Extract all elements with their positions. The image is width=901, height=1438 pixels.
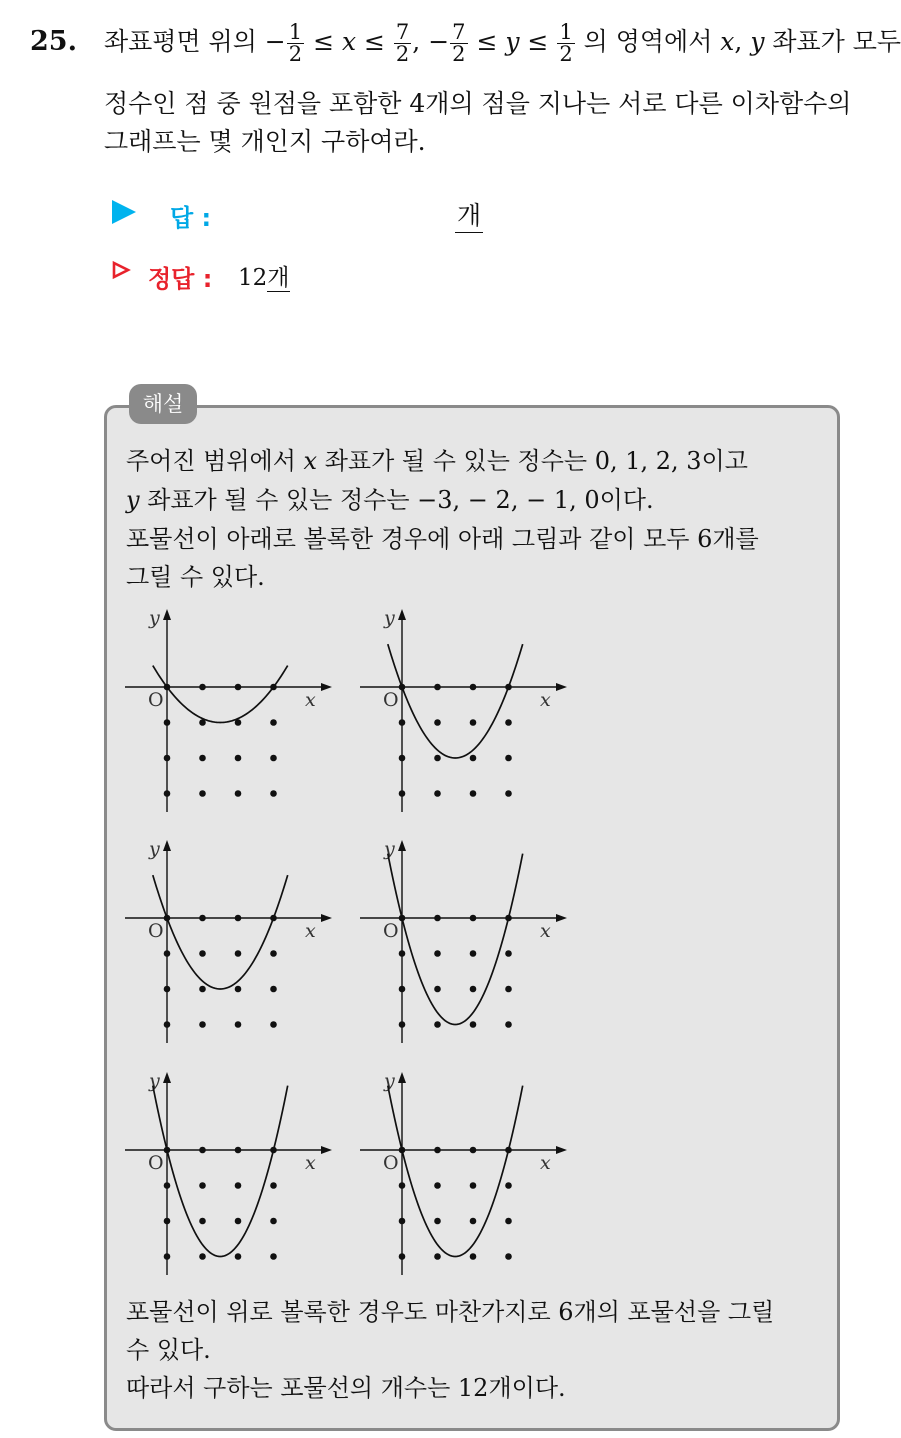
lattice-point [235,684,242,691]
lattice-point [199,755,206,762]
lattice-point [470,1021,477,1028]
lattice-point [470,684,477,691]
lattice-point [235,915,242,922]
origin-label: O [148,1152,164,1174]
lattice-point [199,1253,206,1260]
lattice-point [434,950,441,957]
lattice-point [235,1182,242,1189]
parabola-curve [153,1086,288,1257]
lattice-point [199,915,206,922]
origin-label: O [383,920,399,942]
lattice-point [399,1021,406,1028]
question-line-1: 좌표평면 위의 − $\frac{1}{2}$ ≤ x ≤ $\frac{7}{2}$ , − $\frac{7}{2}$ ≤ y ≤ $\frac{1}{2}$ 의 영역에서 x, y 좌표가 모두 [104,20,901,66]
lattice-point [505,1253,512,1260]
lattice-point [434,684,441,691]
solution-line-6: 수 있다. [126,1336,211,1364]
play-triangle-icon [112,200,136,224]
x-axis-arrow-icon [321,1146,332,1154]
parabola-graph-5 [122,1065,362,1285]
lattice-point [434,1218,441,1225]
lattice-point [270,755,277,762]
lattice-point [470,1147,477,1154]
lattice-point [235,1253,242,1260]
solution-line-3: 포물선이 아래로 볼록한 경우에 아래 그림과 같이 모두 6개를 [126,525,759,553]
lattice-point [434,986,441,993]
lattice-point [270,1253,277,1260]
lattice-point [199,986,206,993]
fraction-one-half-2: $\frac{1}{2}$ [559,20,573,66]
lattice-point [505,1218,512,1225]
origin-label: O [383,689,399,711]
answer-label: 답 : [170,204,212,232]
lattice-point [505,950,512,957]
solution-line-7: 따라서 구하는 포물선의 개수는 12개이다. [126,1374,566,1402]
correct-answer-unit: 개 [267,265,290,291]
lattice-point [434,1147,441,1154]
solution-line-2: y 좌표가 될 수 있는 정수는 −3, − 2, − 1, 0이다. [126,486,654,514]
parabola-graph-3 [122,833,362,1053]
lattice-point [470,915,477,922]
lattice-point [434,1182,441,1189]
parabola-graph-1 [122,602,362,822]
y-axis-arrow-icon [398,1072,406,1083]
parabola-curve [153,875,288,989]
lattice-point [505,719,512,726]
origin-label: O [383,1152,399,1174]
lattice-point [399,790,406,797]
y-axis-arrow-icon [163,1072,171,1083]
fraction-seven-halves-2: $\frac{7}{2}$ [452,20,466,66]
lattice-point [270,1021,277,1028]
answer-unit[interactable]: 개 [455,196,483,233]
origin-label: O [148,689,164,711]
lattice-point [434,755,441,762]
lattice-point [399,1182,406,1189]
y-axis-label: y [384,1070,395,1092]
lattice-point [164,1253,171,1260]
y-axis-arrow-icon [398,840,406,851]
fraction-one-half: $\frac{1}{2}$ [288,20,303,66]
lattice-point [199,1147,206,1154]
y-axis-label: y [384,838,395,860]
lattice-point [505,986,512,993]
lattice-point [235,986,242,993]
lattice-point [164,1182,171,1189]
lattice-point [470,986,477,993]
lattice-point [199,1218,206,1225]
parabola-graph-4 [357,833,597,1053]
y-axis-label: y [149,1070,160,1092]
solution-line-1: 주어진 범위에서 x 좌표가 될 수 있는 정수는 0, 1, 2, 3이고 [126,447,748,475]
lattice-point [270,950,277,957]
lattice-point [235,755,242,762]
lattice-point [399,1218,406,1225]
y-axis-arrow-icon [398,609,406,620]
correct-answer-label: 정답 : [148,265,213,293]
lattice-point [434,1021,441,1028]
lattice-point [270,986,277,993]
lattice-point [434,719,441,726]
lattice-point [470,1253,477,1260]
x-axis-arrow-icon [556,914,567,922]
lattice-point [434,1253,441,1260]
x-axis-arrow-icon [321,914,332,922]
lattice-point [199,1021,206,1028]
lattice-point [164,755,171,762]
lattice-point [199,1182,206,1189]
correct-answer-value: 12 [238,265,268,291]
lattice-point [270,1218,277,1225]
question-line-2: 정수인 점 중 원점을 포함한 4개의 점을 지나는 서로 다른 이차함수의 [104,89,852,118]
question-line-3: 그래프는 몇 개인지 구하여라. [104,127,426,156]
lattice-point [270,1182,277,1189]
parabola-graph-2 [357,602,597,822]
y-axis-label: y [149,838,160,860]
y-axis-arrow-icon [163,609,171,620]
correct-answer [238,259,290,292]
solution-line-5: 포물선이 위로 볼록한 경우도 마찬가지로 6개의 포물선을 그릴 [126,1298,775,1326]
lattice-point [164,719,171,726]
parabola-curve [153,666,288,723]
lattice-point [235,1147,242,1154]
parabola-graph-6 [357,1065,597,1285]
lattice-point [399,719,406,726]
lattice-point [270,719,277,726]
lattice-point [270,790,277,797]
lattice-point [470,1182,477,1189]
solution-line-4: 그릴 수 있다. [126,563,265,591]
lattice-point [505,1021,512,1028]
lattice-point [470,755,477,762]
parabola-curve [388,644,523,758]
lattice-point [505,1182,512,1189]
x-axis-arrow-icon [321,683,332,691]
lattice-point [399,755,406,762]
parabola-curve [388,854,523,1025]
outline-triangle-icon [112,261,130,279]
lattice-point [164,1021,171,1028]
lattice-point [505,755,512,762]
solution-tag: 해설 [129,384,197,424]
parabola-curve [388,1086,523,1257]
x-axis-arrow-icon [556,683,567,691]
lattice-point [164,986,171,993]
lattice-point [235,1218,242,1225]
lattice-point [399,986,406,993]
lattice-point [164,1218,171,1225]
lattice-point [199,790,206,797]
x-axis-label: x [305,920,316,942]
x-axis-label: x [305,689,316,711]
lattice-point [399,1253,406,1260]
y-axis-label: y [149,607,160,629]
lattice-point [470,1218,477,1225]
lattice-point [199,684,206,691]
lattice-point [399,950,406,957]
lattice-point [199,950,206,957]
lattice-point [235,790,242,797]
x-axis-label: x [540,1152,551,1174]
x-axis-arrow-icon [556,1146,567,1154]
lattice-point [164,790,171,797]
lattice-point [164,950,171,957]
lattice-point [434,790,441,797]
question-number: 25. [30,26,77,57]
x-axis-label: x [540,920,551,942]
lattice-point [434,915,441,922]
x-axis-label: x [305,1152,316,1174]
x-axis-label: x [540,689,551,711]
lattice-point [235,950,242,957]
lattice-point [235,1021,242,1028]
fraction-seven-halves: $\frac{7}{2}$ [395,20,410,66]
lattice-point [470,790,477,797]
y-axis-arrow-icon [163,840,171,851]
lattice-point [470,719,477,726]
lattice-point [470,950,477,957]
lattice-point [505,790,512,797]
y-axis-label: y [384,607,395,629]
origin-label: O [148,920,164,942]
